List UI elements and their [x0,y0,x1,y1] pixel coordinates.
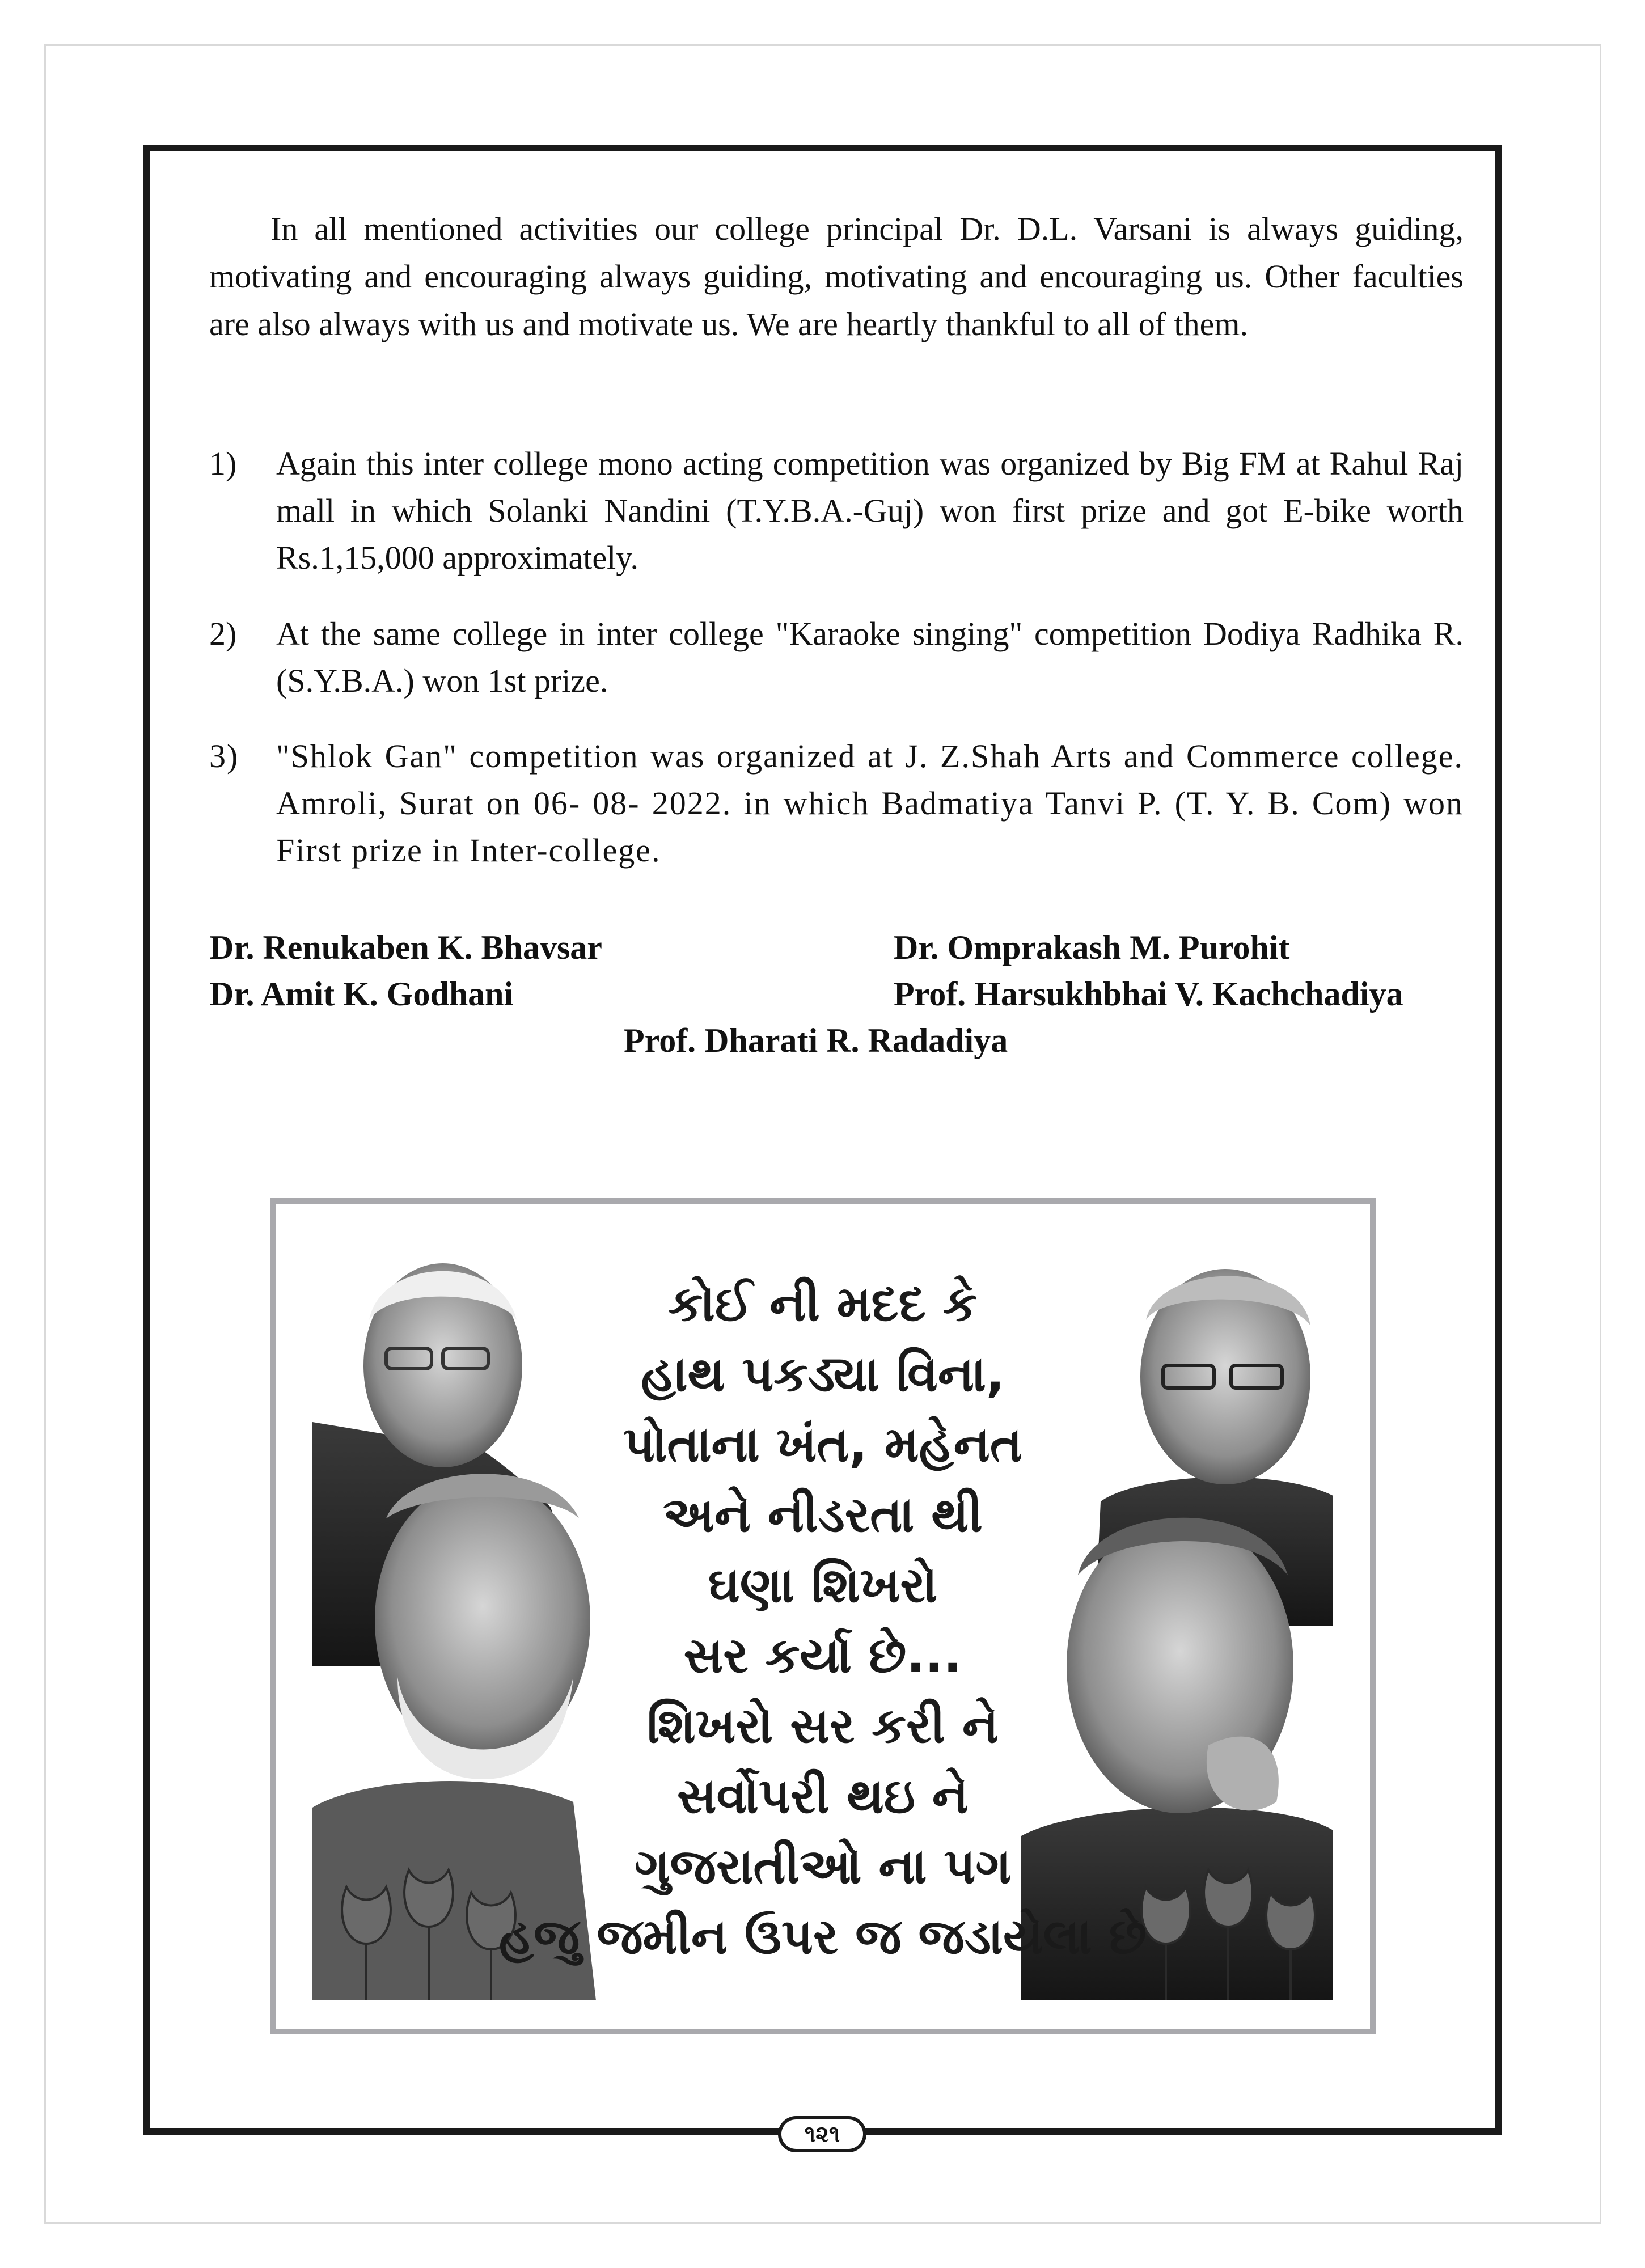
list-item-1 [209,440,1464,581]
poster-line: સર કર્યા છે... [683,1627,962,1684]
signatory-name: Prof. Harsukhbhai V. Kachchadiya [894,975,1403,1013]
list-item-2 [209,610,1464,704]
poster-line: કોઈ ની મદદ કે [668,1276,978,1332]
signatory-name: Dr. Omprakash M. Purohit [894,929,1290,966]
poster-line: ગુજરાતીઓ ના પગ [634,1838,1012,1895]
intro-paragraph: In all mentioned activities our college principal Dr. D.L. Varsani is always guiding, motivating and encouraging always guiding, motivating and encouraging us. Other faculties are also always with us and motivate us. We are heartly thankful to all of them. [209,210,1464,342]
poster-line: અને નીડરતા થી [663,1487,983,1543]
poster-inner [312,1235,1333,2000]
list-item-3 [209,733,1464,874]
signatory-name: Dr. Renukaben K. Bhavsar [209,929,602,966]
list-text: Again this inter college mono acting competition was organized by Big FM at Rahul Raj mall in which Solanki Nandini (T.Y.B.A.-Guj) won first prize and got E-bike worth Rs.1,15,000 approximately. [276,445,1464,576]
poster-line: પોતાના ખંત, મહેનત [623,1416,1022,1473]
poster-line: ઘણા શિખરો [708,1557,938,1614]
poster-line: શિખરો સર કરી ને [646,1698,999,1754]
poster-image [270,1198,1376,2034]
list-text: "Shlok Gan" competition was organized at J. Z.Shah Arts and Commerce college. Amroli, Surat on 06- 08- 2022. in which Badmatiya Tanvi P. (T. Y. B. Com) won First prize in Inter-college. [276,738,1464,869]
poster-line: હજુ જમીન ઉપર જ જડાયેલા છે [498,1909,1147,1965]
signatory-name: Dr. Amit K. Godhani [209,975,514,1013]
list-number: 1) [209,445,237,482]
poster-line: સર્વોપરી થઇ ને [677,1768,969,1825]
poster-line: હાથ પકડ્યા વિના, [641,1346,1005,1403]
list-number: 2) [209,615,237,652]
list-text: At the same college in inter college "Karaoke singing" competition Dodiya Radhika R. (S.Y.B.A.) won 1st prize. [276,615,1464,699]
signatory-name: Prof. Dharati R. Radadiya [624,1022,1008,1059]
list-number: 3) [209,738,239,775]
page-number: ૧૨૧ [778,2116,866,2152]
poster-text [312,1269,1333,1972]
